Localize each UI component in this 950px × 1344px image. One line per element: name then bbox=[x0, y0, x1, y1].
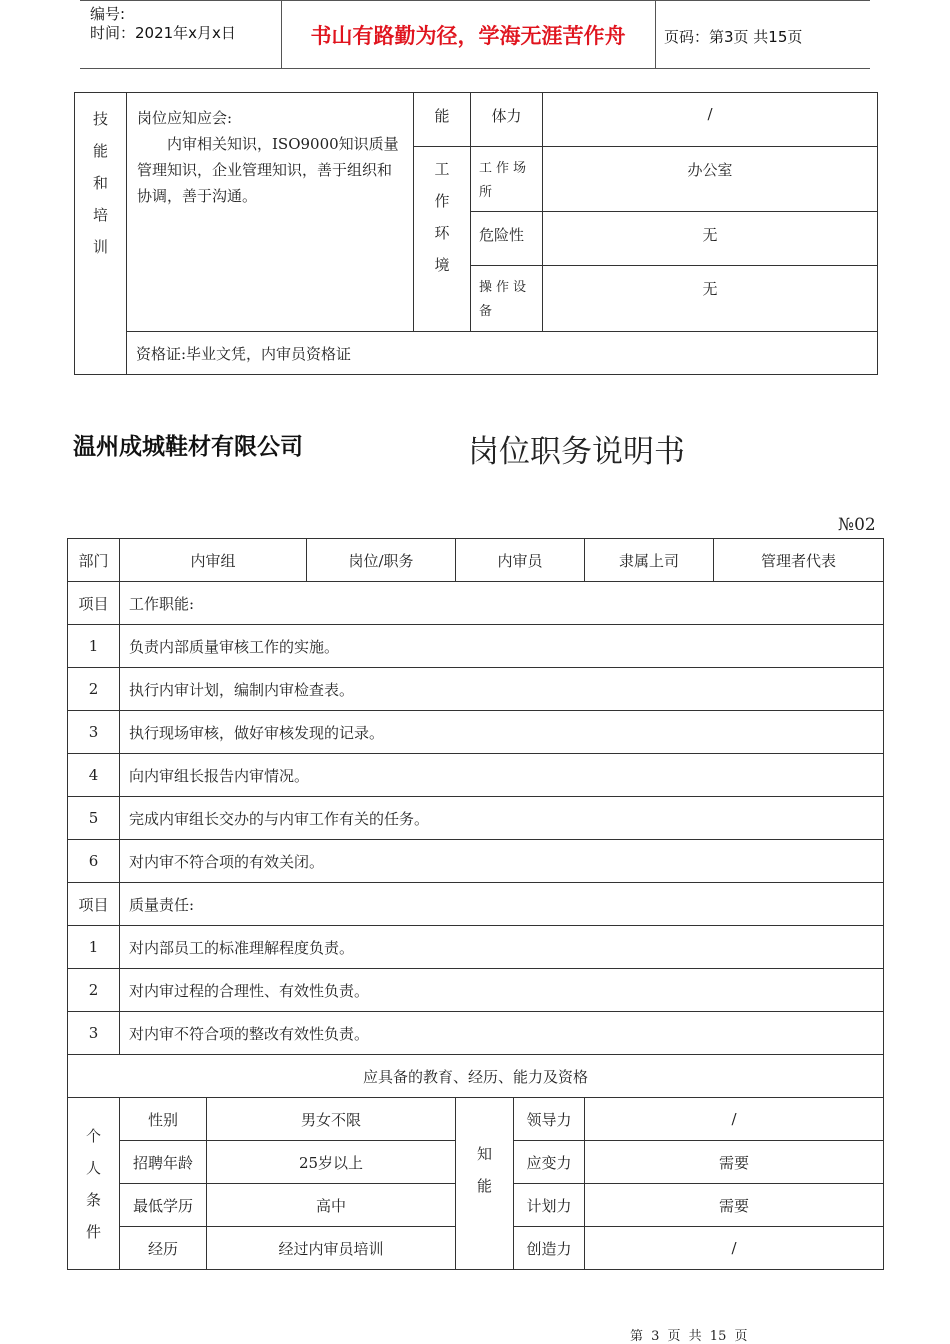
duty-text: 执行内审计划，编制内审检查表。 bbox=[120, 668, 884, 711]
workplace-value: 办公室 bbox=[543, 147, 878, 212]
duty-no: 2 bbox=[68, 668, 120, 711]
ability-value-cell: 需要 bbox=[585, 1184, 884, 1227]
personal-value-cell: 25岁以上 bbox=[207, 1141, 456, 1184]
header-motto: 书山有路勤为径，学海无涯苦作舟 bbox=[310, 24, 626, 48]
duty-text: 负责内部质量审核工作的实施。 bbox=[120, 625, 884, 668]
knowledge-title: 岗位应知应会: bbox=[137, 109, 233, 127]
table-row bbox=[68, 711, 884, 754]
dept-label: 部门 bbox=[68, 539, 120, 582]
table-row bbox=[68, 797, 884, 840]
superior-value: 管理者代表 bbox=[714, 539, 884, 582]
table-row bbox=[68, 754, 884, 797]
personal-value-cell: 经过内审员培训 bbox=[207, 1227, 456, 1270]
duty-text: 对内审不符合项的有效关闭。 bbox=[120, 840, 884, 883]
duty-text: 向内审组长报告内审情况。 bbox=[120, 754, 884, 797]
ability-label-cell: 创造力 bbox=[514, 1227, 585, 1270]
duty-text: 执行现场审核，做好审核发现的记录。 bbox=[120, 711, 884, 754]
header-page-label: 页码：第3页 共15页 bbox=[664, 28, 803, 46]
knowledge-cell bbox=[127, 93, 414, 332]
post-value: 内审员 bbox=[456, 539, 585, 582]
ability-label-cell: 计划力 bbox=[514, 1184, 585, 1227]
document-number: №02 bbox=[838, 515, 876, 535]
ability-label: 能 bbox=[414, 93, 471, 147]
personal-value-cell: 高中 bbox=[207, 1184, 456, 1227]
header-number-label: 编号: bbox=[90, 5, 126, 23]
personal-label-cell: 招聘年龄 bbox=[120, 1141, 207, 1184]
quality-no: 1 bbox=[68, 926, 120, 969]
page-footer: 第 3 页 共 15 页 bbox=[630, 1329, 748, 1344]
equipment-label: 操作设备 bbox=[471, 266, 543, 332]
duty-no: 1 bbox=[68, 625, 120, 668]
superior-label: 隶属上司 bbox=[585, 539, 714, 582]
ability-label-cell: 领导力 bbox=[514, 1098, 585, 1141]
ability-value-cell: / bbox=[585, 1098, 884, 1141]
quality-text: 对内审不符合项的整改有效性负责。 bbox=[120, 1012, 884, 1055]
ability-value-cell: 需要 bbox=[585, 1141, 884, 1184]
quality-text: 对内部员工的标准理解程度负责。 bbox=[120, 926, 884, 969]
duty-no: 3 bbox=[68, 711, 120, 754]
duty-no: 4 bbox=[68, 754, 120, 797]
certificate-text: 资格证:毕业文凭，内审员资格证 bbox=[127, 332, 878, 375]
post-label: 岗位/职务 bbox=[307, 539, 456, 582]
dept-value: 内审组 bbox=[120, 539, 307, 582]
workplace-label: 工作场所 bbox=[471, 147, 543, 212]
job-description-table bbox=[67, 538, 884, 1270]
skills-section-label: 技能和培训 bbox=[75, 93, 127, 375]
company-name: 温州成城鞋材有限公司 bbox=[73, 434, 303, 460]
danger-label: 危险性 bbox=[471, 212, 543, 266]
table-row bbox=[68, 840, 884, 883]
duties-title: 工作职能: bbox=[120, 582, 884, 625]
table-row bbox=[68, 625, 884, 668]
ability-label-cell: 应变力 bbox=[514, 1141, 585, 1184]
quality-no: 2 bbox=[68, 969, 120, 1012]
skills-table bbox=[74, 92, 878, 375]
requirements-title: 应具备的教育、经历、能力及资格 bbox=[68, 1055, 884, 1098]
duty-no: 5 bbox=[68, 797, 120, 840]
knowledge-text: 内审相关知识，ISO9000知识质量管理知识，企业管理知识，善于组织和协调，善于沟通。 bbox=[137, 135, 399, 205]
ability-value-cell: / bbox=[585, 1227, 884, 1270]
table-row bbox=[68, 1012, 884, 1055]
quality-title: 质量责任: bbox=[120, 883, 884, 926]
document-title: 岗位职务说明书 bbox=[468, 434, 685, 470]
personal-label-cell: 经历 bbox=[120, 1227, 207, 1270]
danger-value: 无 bbox=[543, 212, 878, 266]
table-row bbox=[68, 926, 884, 969]
table-row bbox=[68, 1098, 884, 1141]
table-row bbox=[68, 969, 884, 1012]
duty-text: 完成内审组长交办的与内审工作有关的任务。 bbox=[120, 797, 884, 840]
duties-item-label: 项目 bbox=[68, 582, 120, 625]
quality-no: 3 bbox=[68, 1012, 120, 1055]
personal-label: 个人条件 bbox=[68, 1098, 120, 1270]
quality-item-label: 项目 bbox=[68, 883, 120, 926]
stamina-value: / bbox=[543, 93, 878, 147]
env-label: 工作环境 bbox=[414, 147, 471, 332]
equipment-value: 无 bbox=[543, 266, 878, 332]
quality-text: 对内审过程的合理性、有效性负责。 bbox=[120, 969, 884, 1012]
header-time-label: 时间：2021年x月x日 bbox=[90, 24, 236, 42]
personal-label-cell: 最低学历 bbox=[120, 1184, 207, 1227]
personal-label-cell: 性别 bbox=[120, 1098, 207, 1141]
personal-value-cell: 男女不限 bbox=[207, 1098, 456, 1141]
table-row bbox=[68, 668, 884, 711]
duty-no: 6 bbox=[68, 840, 120, 883]
knowledge-label: 知能 bbox=[456, 1098, 514, 1270]
stamina-label: 体力 bbox=[471, 93, 543, 147]
